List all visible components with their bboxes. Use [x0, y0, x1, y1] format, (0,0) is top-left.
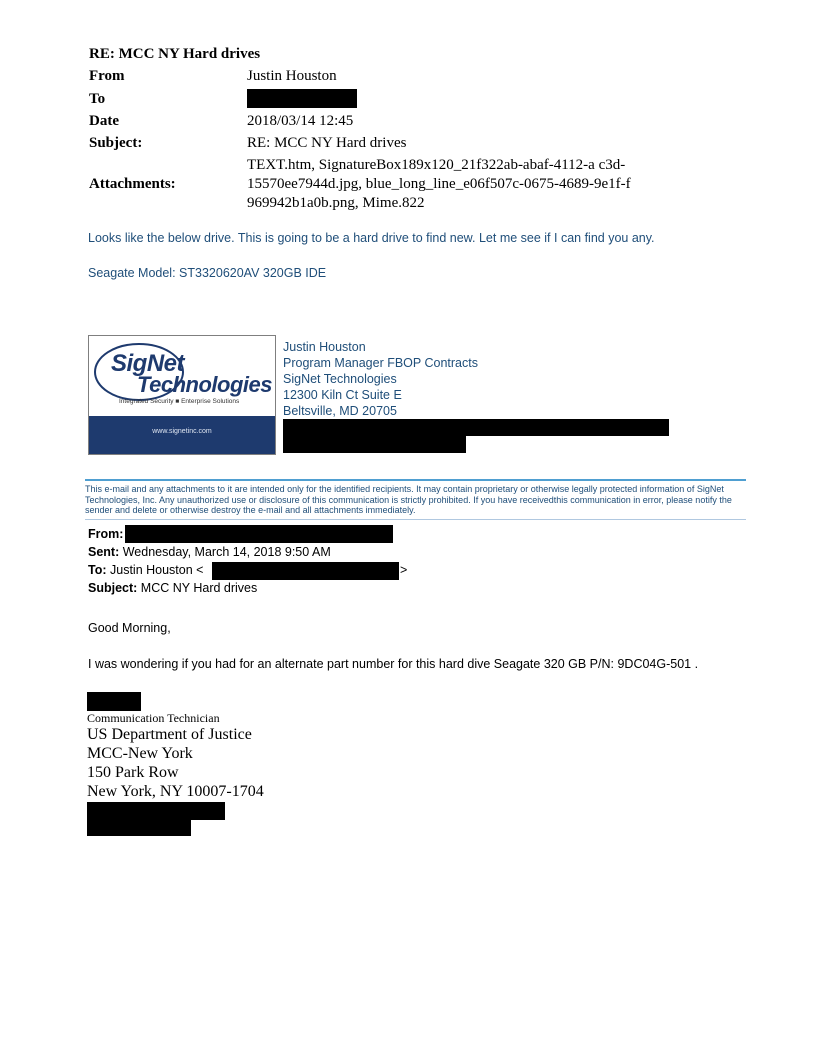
signature-address-1: 12300 Kiln Ct Suite E — [283, 388, 402, 402]
forwarded-to-label: To: — [88, 563, 107, 577]
sender-role: Communication Technician — [87, 711, 220, 725]
attachments-line-3: 969942b1a0b.png, Mime.822 — [247, 195, 425, 211]
forwarded-sent-line — [88, 545, 331, 559]
subject-value: RE: MCC NY Hard drives — [247, 135, 407, 151]
from-value: Justin Houston — [247, 68, 337, 84]
forwarded-to-line — [88, 563, 203, 577]
forwarded-from-label-text: From: — [88, 527, 124, 541]
forwarded-sent-label: Sent: — [88, 545, 120, 559]
legal-disclaimer: This e-mail and any attachments to it are intended only for the identified recipients. It may contain proprietary or otherwise legally protected information of SigNet Technologies, Inc. Any unauthorized use or disclosure of this communication is strictly prohibited. If you have receivedthis communication in error, please notify the sender and delete or otherwise destroy the e-mail and all attachments immediately. — [85, 484, 732, 515]
attachments-line-2: 15570ee7944d.jpg, blue_long_line_e06f507c-0675-4689-9e1f-f — [247, 176, 631, 192]
forwarded-from-label — [88, 527, 123, 541]
attachments-label: Attachments: — [89, 176, 176, 192]
signature-name: Justin Houston — [283, 340, 366, 354]
redaction-box — [125, 525, 393, 543]
forwarded-subject-label: Subject: — [88, 581, 138, 595]
attachments-line-1: TEXT.htm, SignatureBox189x120_21f322ab-abaf-4112-a c3d- — [247, 157, 626, 173]
signature-company: SigNet Technologies — [283, 372, 397, 386]
date-label: Date — [89, 113, 119, 129]
greeting: Good Morning, — [88, 621, 171, 635]
forwarded-subject-value: MCC NY Hard drives — [140, 581, 258, 595]
signature-address-2: Beltsville, MD 20705 — [283, 404, 397, 418]
redaction-box — [283, 419, 669, 436]
sender-org-1: US Department of Justice — [87, 726, 252, 743]
forwarded-to-close: > — [400, 563, 408, 577]
redaction-box — [283, 436, 466, 453]
reply-model: Seagate Model: ST3320620AV 320GB IDE — [88, 266, 327, 280]
logo-word-technologies: Technologies — [137, 372, 272, 397]
redaction-box — [87, 802, 225, 820]
signature-position: Program Manager FBOP Contracts — [283, 356, 478, 370]
logo-url: www.signetinc.com — [152, 428, 212, 435]
sender-city: New York, NY 10007-1704 — [87, 783, 264, 800]
email-title: RE: MCC NY Hard drives — [89, 46, 261, 62]
sender-street: 150 Park Row — [87, 764, 179, 781]
redaction-box — [87, 692, 141, 711]
to-label: To — [89, 91, 106, 107]
date-value: 2018/03/14 12:45 — [247, 113, 354, 129]
logo-word-signet: SigNet — [111, 350, 185, 377]
divider-line — [85, 519, 746, 520]
sender-org-2: MCC-New York — [87, 745, 193, 762]
redaction-box — [87, 820, 191, 836]
forwarded-sent-value: Wednesday, March 14, 2018 9:50 AM — [122, 545, 331, 559]
from-label: From — [89, 68, 125, 84]
subject-label: Subject: — [89, 135, 143, 151]
reply-body: Looks like the below drive. This is going to be a hard drive to find new. Let me see if I can find you any. — [88, 231, 655, 245]
forwarded-subject-line — [88, 581, 257, 595]
signet-logo — [88, 335, 276, 455]
logo-tagline: Integrated Security ■ Enterprise Solutions — [119, 398, 240, 405]
forwarded-to-value: Justin Houston < — [110, 563, 204, 577]
blue-divider-line — [85, 479, 746, 481]
redaction-box — [247, 89, 357, 108]
redaction-box — [212, 562, 399, 580]
forwarded-body: I was wondering if you had for an alternate part number for this hard dive Seagate 320 GB P/N: 9DC04G-501 . — [88, 657, 699, 671]
